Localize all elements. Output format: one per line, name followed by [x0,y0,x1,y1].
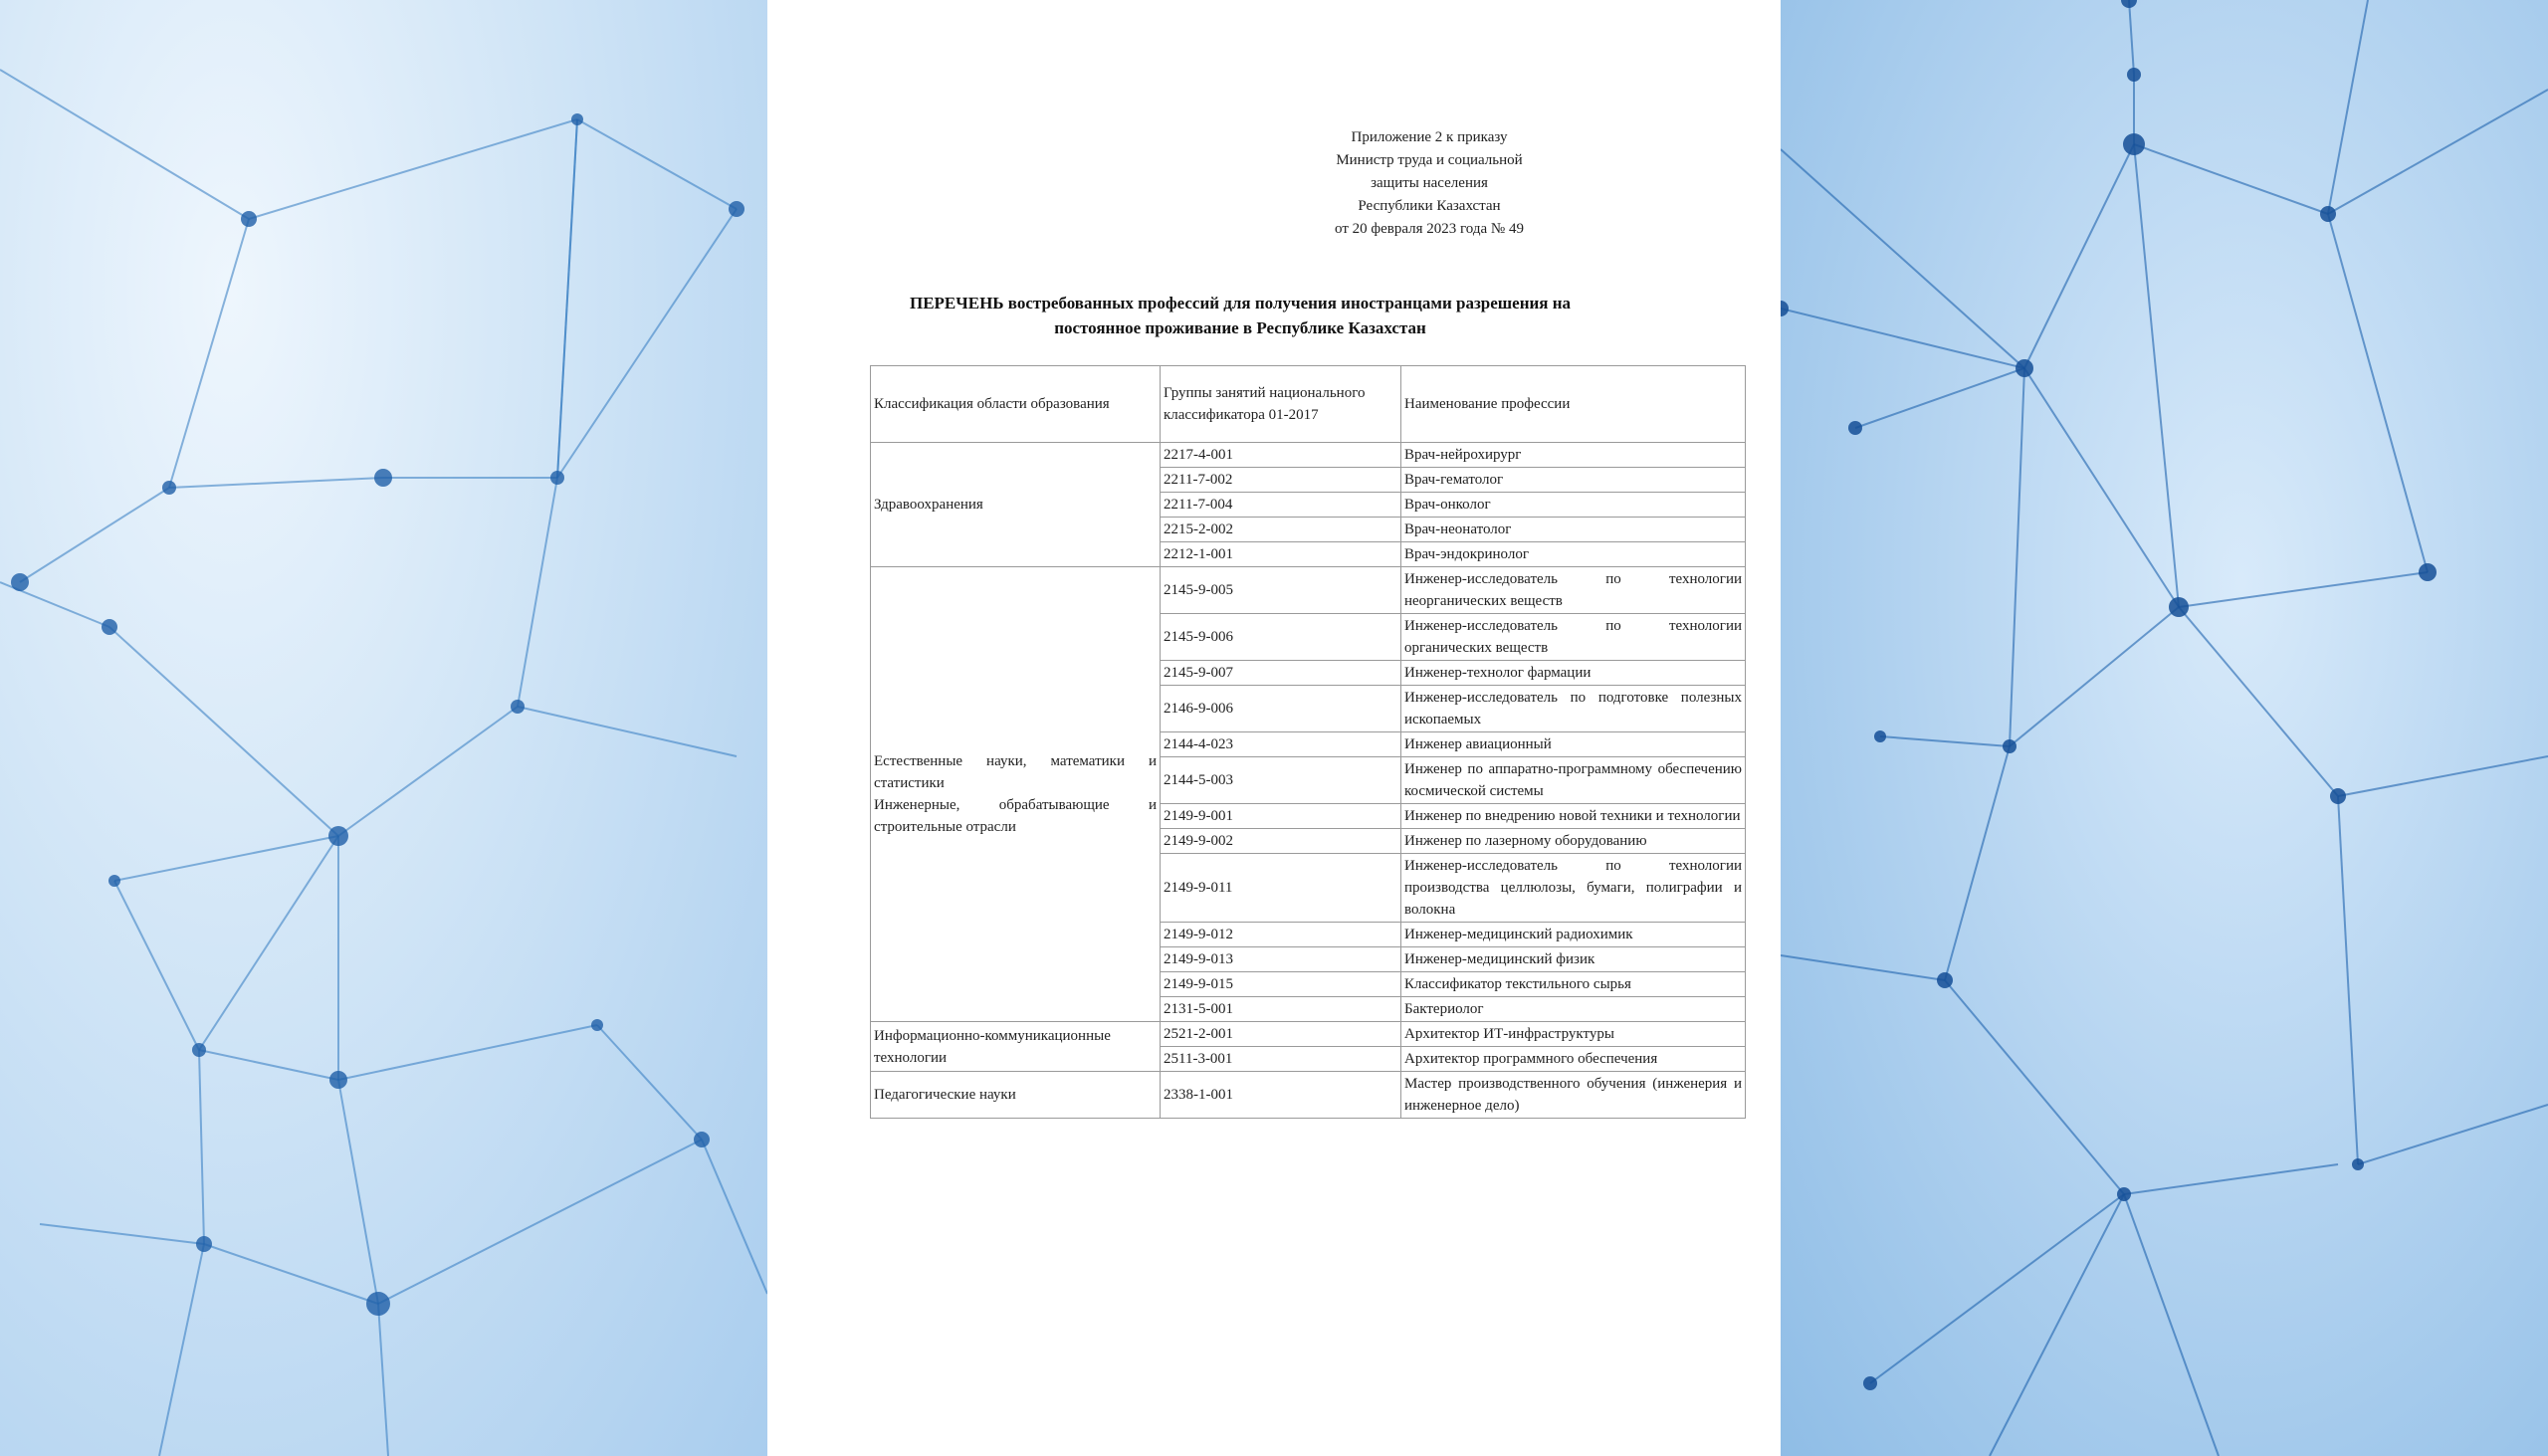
profession-name: Врач-неонатолог [1401,518,1746,542]
occupation-code: 2145-9-006 [1161,614,1401,661]
education-field: Информационно-коммуникационные технологии [874,1027,1111,1066]
profession-name: Инженер авиационный [1401,732,1746,757]
profession-name: Инженер по аппаратно-программному обеспечению космической системы [1401,757,1746,804]
occupation-code: 2338-1-001 [1161,1072,1401,1119]
profession-name: Инженер-исследователь по технологии производства целлюлозы, бумаги, полиграфии и волокна [1401,854,1746,923]
document-title-line: ПЕРЕЧЕНЬ востребованных профессий для получения иностранцами разрешения на [909,294,1572,312]
profession-name: Врач-эндокринолог [1401,542,1746,567]
document-title-line: постоянное проживание в Республике Казахстан [1054,318,1426,337]
occupation-code: 2149-9-013 [1161,947,1401,972]
occupation-code: 2149-9-001 [1161,804,1401,829]
profession-name: Инженер по внедрению новой техники и технологии [1401,804,1746,829]
occupation-code: 2211-7-004 [1161,493,1401,518]
occupation-code: 2217-4-001 [1161,443,1401,468]
education-field-cell [871,443,1161,567]
profession-name: Врач-гематолог [1401,468,1746,493]
education-field: Педагогические науки [874,1087,1016,1103]
occupation-code: 2521-2-001 [1161,1022,1401,1047]
profession-name: Классификатор текстильного сырья [1401,972,1746,997]
table-header-row [871,366,1746,443]
document-title [847,291,1633,340]
occupation-code: 2149-9-012 [1161,923,1401,947]
approval-line: Министр труда и социальной [1336,152,1523,168]
occupation-code: 2215-2-002 [1161,518,1401,542]
profession-name: Мастер производственного обучения (инженерия и инженерное дело) [1401,1072,1746,1119]
occupation-code: 2149-9-002 [1161,829,1401,854]
profession-name: Инженер-технолог фармации [1401,661,1746,686]
education-field-cell [871,1022,1161,1072]
header-profession: Наименование профессии [1401,366,1746,443]
profession-name: Архитектор программного обеспечения [1401,1047,1746,1072]
header-group: Группы занятий национального классификатора 01-2017 [1161,366,1401,443]
approval-line: защиты населения [1371,175,1488,191]
table-row [871,1072,1746,1119]
approval-line: Приложение 2 к приказу [1351,129,1508,145]
occupation-code: 2511-3-001 [1161,1047,1401,1072]
occupation-code: 2145-9-007 [1161,661,1401,686]
education-field: Здравоохранения [874,497,983,513]
network-pattern-right [1781,0,2548,1456]
document-page [767,0,1781,1456]
education-field: Инженерные, обрабатывающие и строительные отрасли [874,797,1157,835]
approval-line: от 20 февраля 2023 года № 49 [1335,221,1524,237]
profession-name: Архитектор ИТ-инфраструктуры [1401,1022,1746,1047]
occupation-code: 2149-9-011 [1161,854,1401,923]
background-network-right [1781,0,2548,1456]
occupation-code: 2144-5-003 [1161,757,1401,804]
table-row [871,567,1746,614]
profession-name: Врач-онколог [1401,493,1746,518]
profession-name: Инженер-исследователь по технологии неорганических веществ [1401,567,1746,614]
education-field-cell [871,1072,1161,1119]
profession-name: Бактериолог [1401,997,1746,1022]
background-network-left [0,0,767,1456]
network-pattern-left [0,0,767,1456]
table-row [871,443,1746,468]
education-field: Естественные науки, математики и статистики [874,753,1157,791]
profession-name: Инженер-исследователь по подготовке полезных ископаемых [1401,686,1746,732]
profession-name: Инженер-медицинский радиохимик [1401,923,1746,947]
occupation-code: 2146-9-006 [1161,686,1401,732]
profession-name: Инженер по лазерному оборудованию [1401,829,1746,854]
occupation-code: 2144-4-023 [1161,732,1401,757]
profession-name: Инженер-исследователь по технологии органических веществ [1401,614,1746,661]
occupation-code: 2145-9-005 [1161,567,1401,614]
occupation-code: 2131-5-001 [1161,997,1401,1022]
header-field: Классификация области образования [871,366,1161,443]
approval-stamp-block [1285,126,1574,241]
occupation-code: 2212-1-001 [1161,542,1401,567]
education-field-cell [871,567,1161,1022]
occupation-code: 2149-9-015 [1161,972,1401,997]
profession-name: Инженер-медицинский физик [1401,947,1746,972]
occupation-code: 2211-7-002 [1161,468,1401,493]
table-row [871,1022,1746,1047]
profession-name: Врач-нейрохирург [1401,443,1746,468]
professions-table [870,365,1746,1119]
approval-line: Республики Казахстан [1358,198,1501,214]
